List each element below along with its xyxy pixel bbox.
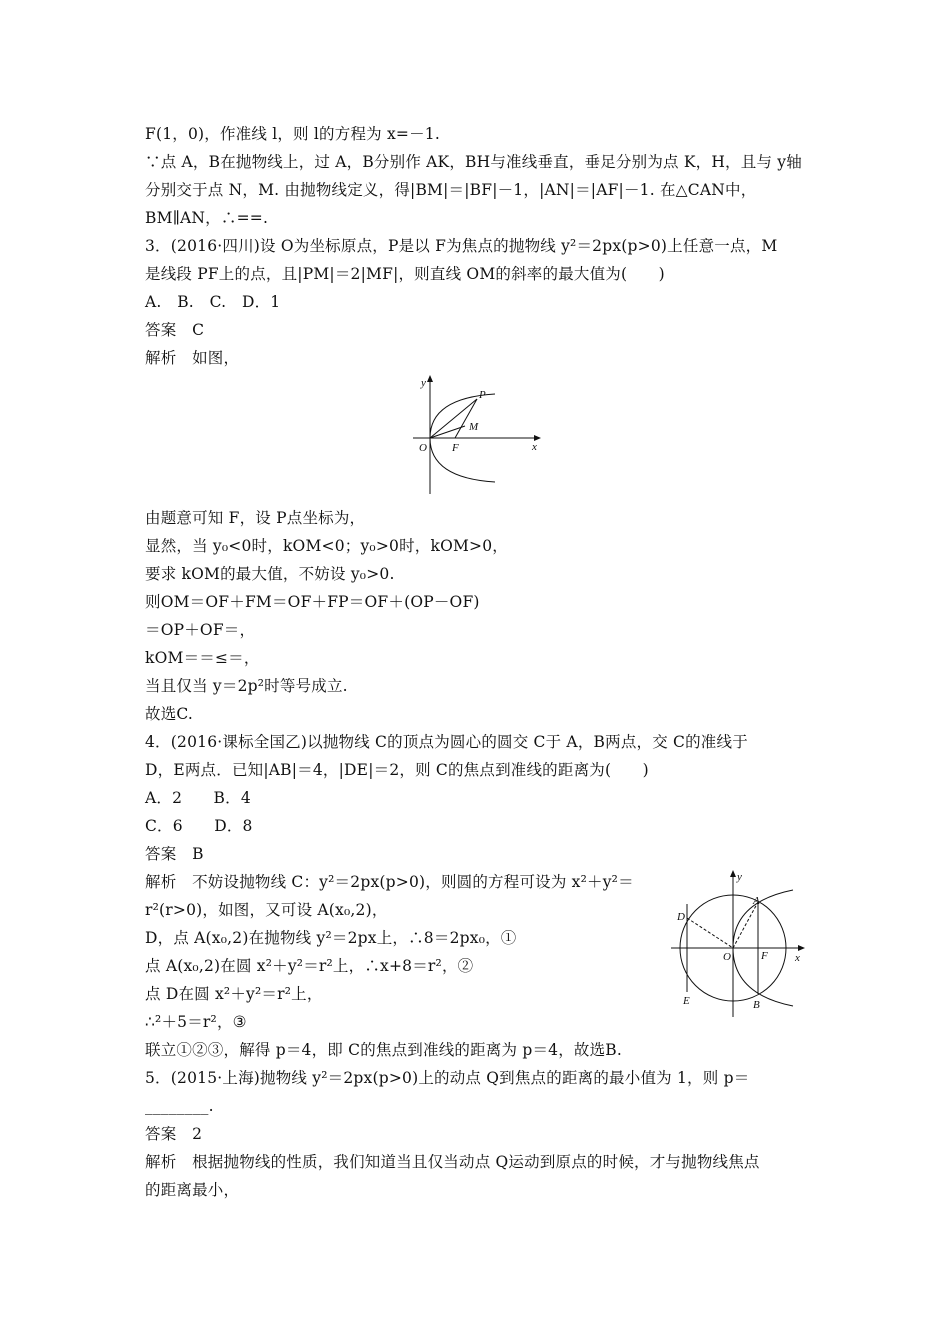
parabola-figure-1 [395,372,550,500]
text-line: 点 D在圆 x²＋y²＝r²上， [145,985,323,1003]
text-line: 的距离最小， [145,1181,240,1199]
text-line: r²(r>0)，如图，又可设 A(x₀,2)， [145,901,388,919]
analysis: 解析 不妨设抛物线 C：y²＝2px(p>0)，则圆的方程可设为 x²＋y²＝ [145,873,634,891]
origin-label: O [723,951,731,963]
answer: 答案 2 [145,1125,203,1143]
x-axis-label: x [532,441,537,453]
analysis: 解析 如图， [145,349,240,367]
answer-blank: ________. [145,1097,214,1115]
choices: A．2 B．4 [145,789,251,807]
text-line: 要求 kOM的最大值，不妨设 y₀>0. [145,565,395,583]
analysis: 解析 根据抛物线的性质，我们知道当且仅当动点 Q运动到原点的时候，才与抛物线焦点 [145,1153,760,1171]
point-m-label: M [469,421,479,433]
circle-parabola-figure-2 [665,862,815,1022]
choices: A. B. C. D．1 [145,293,281,311]
x-axis-label: x [795,952,800,964]
y-axis-label: y [421,377,426,389]
question-5: 5．(2015·上海)抛物线 y²＝2px(p>0)上的动点 Q到焦点的距离的最小值为 1，则 p＝ [145,1069,750,1087]
text-line: 点 A(x₀,2)在圆 x²＋y²＝r²上，∴x+8＝r²，② [145,957,474,975]
text-line: ∴²＋5＝r²，③ [145,1013,247,1031]
text-line: 联立①②③，解得 p＝4，即 C的焦点到准线的距离为 p＝4，故选B. [145,1041,623,1059]
text-line: 是线段 PF上的点，且|PM|＝2|MF|，则直线 OM的斜率的最大值为( ) [145,265,665,283]
focus-label: F [761,950,768,962]
point-e-label: E [683,995,690,1007]
text-line: 分别交于点 N，M. 由抛物线定义，得|BM|＝|BF|－1，|AN|＝|AF|－1. 在△CAN中， [145,181,757,199]
text-line: 故选C. [145,705,194,723]
text-line: 显然，当 y₀<0时，kOM<0；y₀>0时，kOM>0， [145,537,509,555]
point-p-label: P [479,389,486,401]
text-line: ∵点 A，B在抛物线上，过 A，B分别作 AK，BH与准线垂直，垂足分别为点 K，H，且与 y轴 [145,153,802,171]
text-line: 当且仅当 y＝2p²时等号成立. [145,677,348,695]
text-line: 由题意可知 F，设 P点坐标为， [145,509,366,527]
text-line: 则OM＝OF＋FM＝OF＋FP＝OF＋(OP－OF) [145,593,480,611]
point-a-label: A [753,895,760,907]
y-axis-label: y [737,871,742,883]
point-b-label: B [753,999,760,1011]
text-line: F(1，0)，作准线 l，则 l的方程为 x=－1. [145,125,440,143]
text-line: D，点 A(x₀,2)在抛物线 y²＝2px上，∴8＝2px₀，① [145,929,517,947]
point-d-label: D [677,911,685,923]
text-line: ＝OP＋OF＝， [145,621,256,639]
choices: C．6 D．8 [145,817,253,835]
question-3: 3．(2016·四川)设 O为坐标原点，P是以 F为焦点的抛物线 y²＝2px(p>0)上任意一点，M [145,237,778,255]
text-line: kOM＝＝≤＝， [145,649,260,667]
text-line: D，E两点．已知|AB|＝4，|DE|＝2，则 C的焦点到准线的距离为( ) [145,761,649,779]
origin-label: O [419,442,427,454]
focus-label: F [452,442,459,454]
answer: 答案 C [145,321,205,339]
text-line: BM∥AN，∴==. [145,209,269,227]
answer: 答案 B [145,845,204,863]
question-4: 4．(2016·课标全国乙)以抛物线 C的顶点为圆心的圆交 C于 A，B两点，交 C的准线于 [145,733,748,751]
